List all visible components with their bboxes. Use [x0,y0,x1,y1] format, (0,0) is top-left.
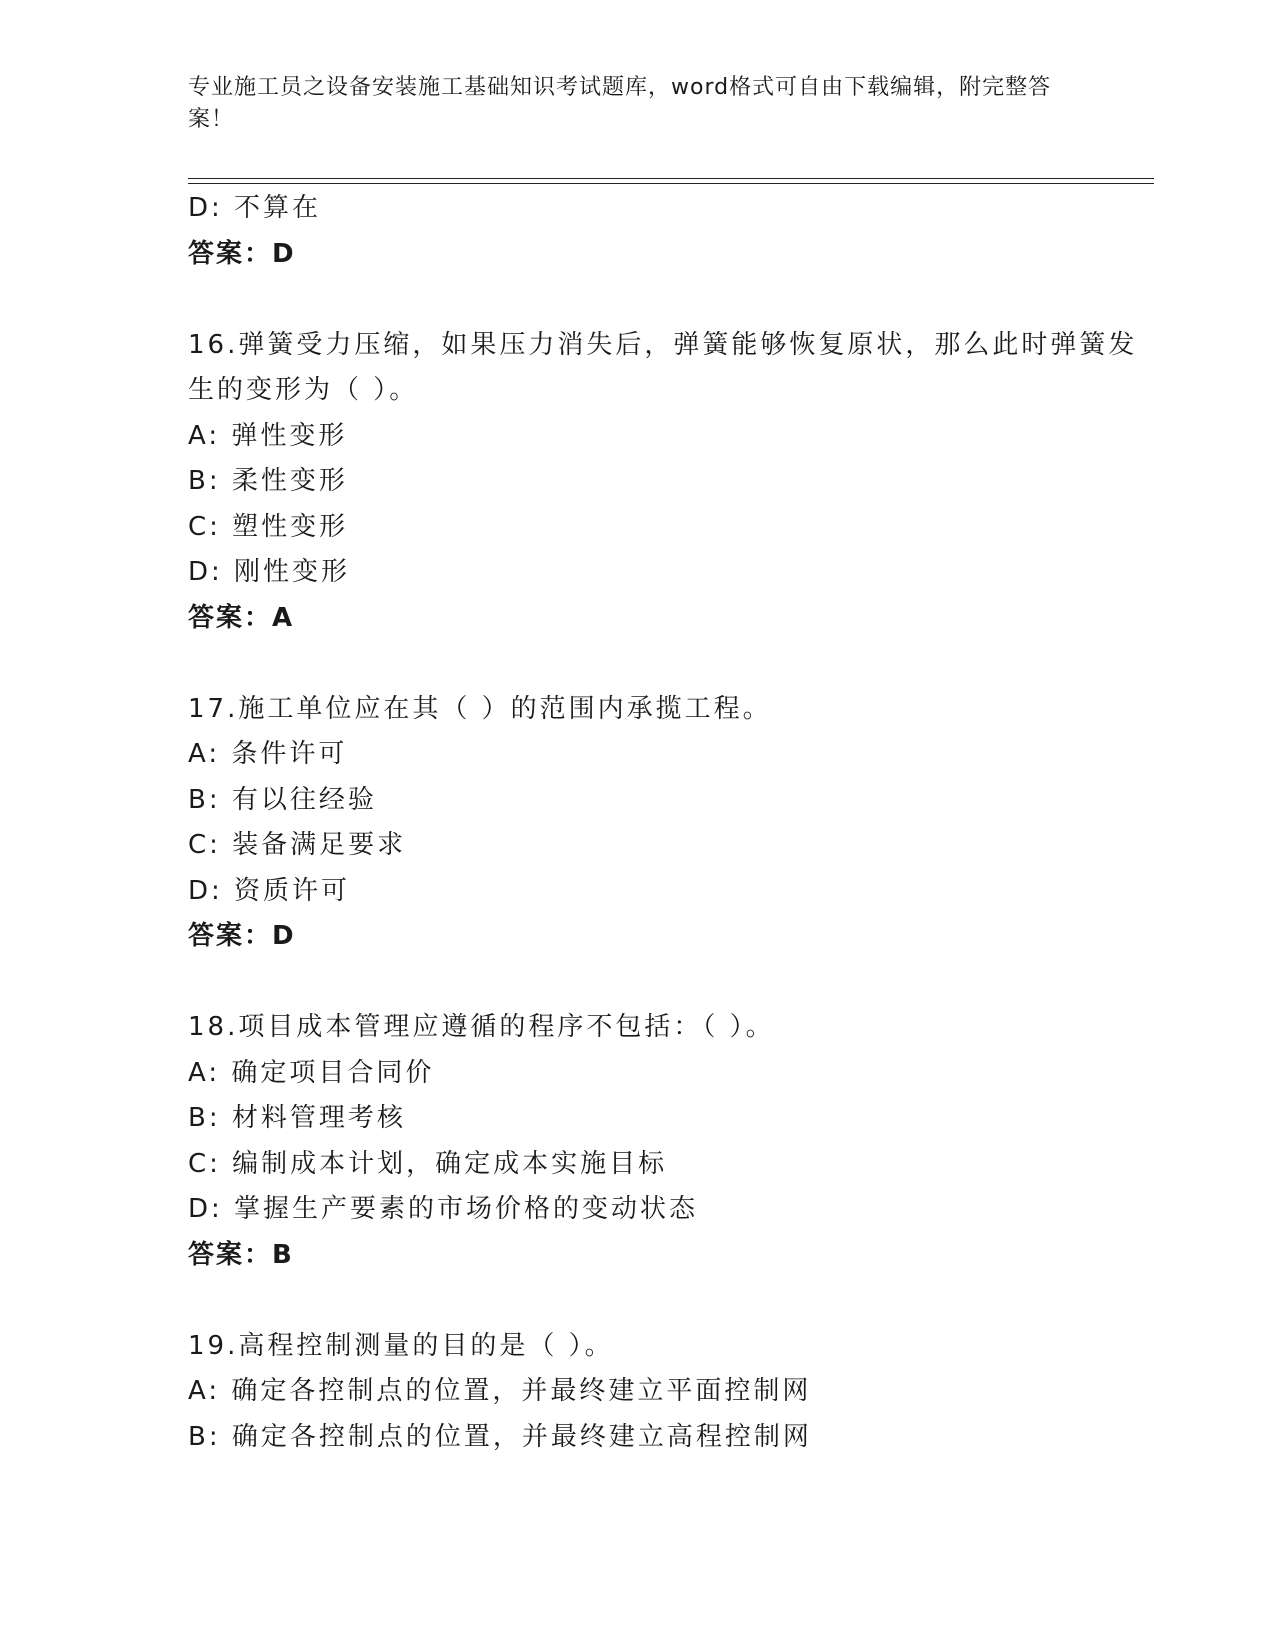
option-d: D: 不算在 [188,193,322,223]
question-17 [188,687,1154,960]
page-header: 专业施工员之设备安装施工基础知识考试题库，word格式可自由下载编辑，附完整答案！ [188,75,1052,132]
answer: 答案：B [188,1239,294,1270]
answer: 答案：A [188,602,295,633]
spacer [188,641,1154,687]
answer: 答案：D [188,238,296,269]
question-stem: 16.弹簧受力压缩，如果压力消失后，弹簧能够恢复原状，那么此时弹簧发生的变形为（ ）。 [188,329,1138,405]
option-b: B: 有以往经验 [188,784,377,815]
spacer [188,277,1154,323]
option-c: C: 塑性变形 [188,511,349,542]
spacer [188,960,1154,1006]
spacer [188,1278,1154,1324]
document-body [188,186,1154,1460]
question-18 [188,1005,1154,1278]
option-a: A: 确定项目合同价 [188,1057,435,1088]
header-rule-top [188,178,1154,179]
option-b: B: 确定各控制点的位置，并最终建立高程控制网 [188,1421,812,1452]
question-stem: 19.高程控制测量的目的是（ ）。 [188,1330,614,1361]
question-stem: 17.施工单位应在其（ ）的范围内承揽工程。 [188,693,772,724]
question-19 [188,1324,1154,1461]
option-b: B: 材料管理考核 [188,1103,406,1133]
option-c: C: 装备满足要求 [188,830,407,860]
answer: 答案：D [188,921,296,951]
option-d: D: 掌握生产要素的市场价格的变动状态 [188,1194,699,1224]
question-stem: 18.项目成本管理应遵循的程序不包括：（ ）。 [188,1012,775,1042]
option-b: B: 柔性变形 [188,466,348,496]
option-a: A: 弹性变形 [188,420,348,451]
option-a: A: 确定各控制点的位置，并最终建立平面控制网 [188,1376,812,1406]
option-a: A: 条件许可 [188,739,348,769]
header-rule-bottom [188,183,1154,184]
option-d: D: 资质许可 [188,875,351,906]
option-c: C: 编制成本计划，确定成本实施目标 [188,1148,668,1179]
option-d: D: 刚性变形 [188,557,351,587]
question-16 [188,323,1154,642]
